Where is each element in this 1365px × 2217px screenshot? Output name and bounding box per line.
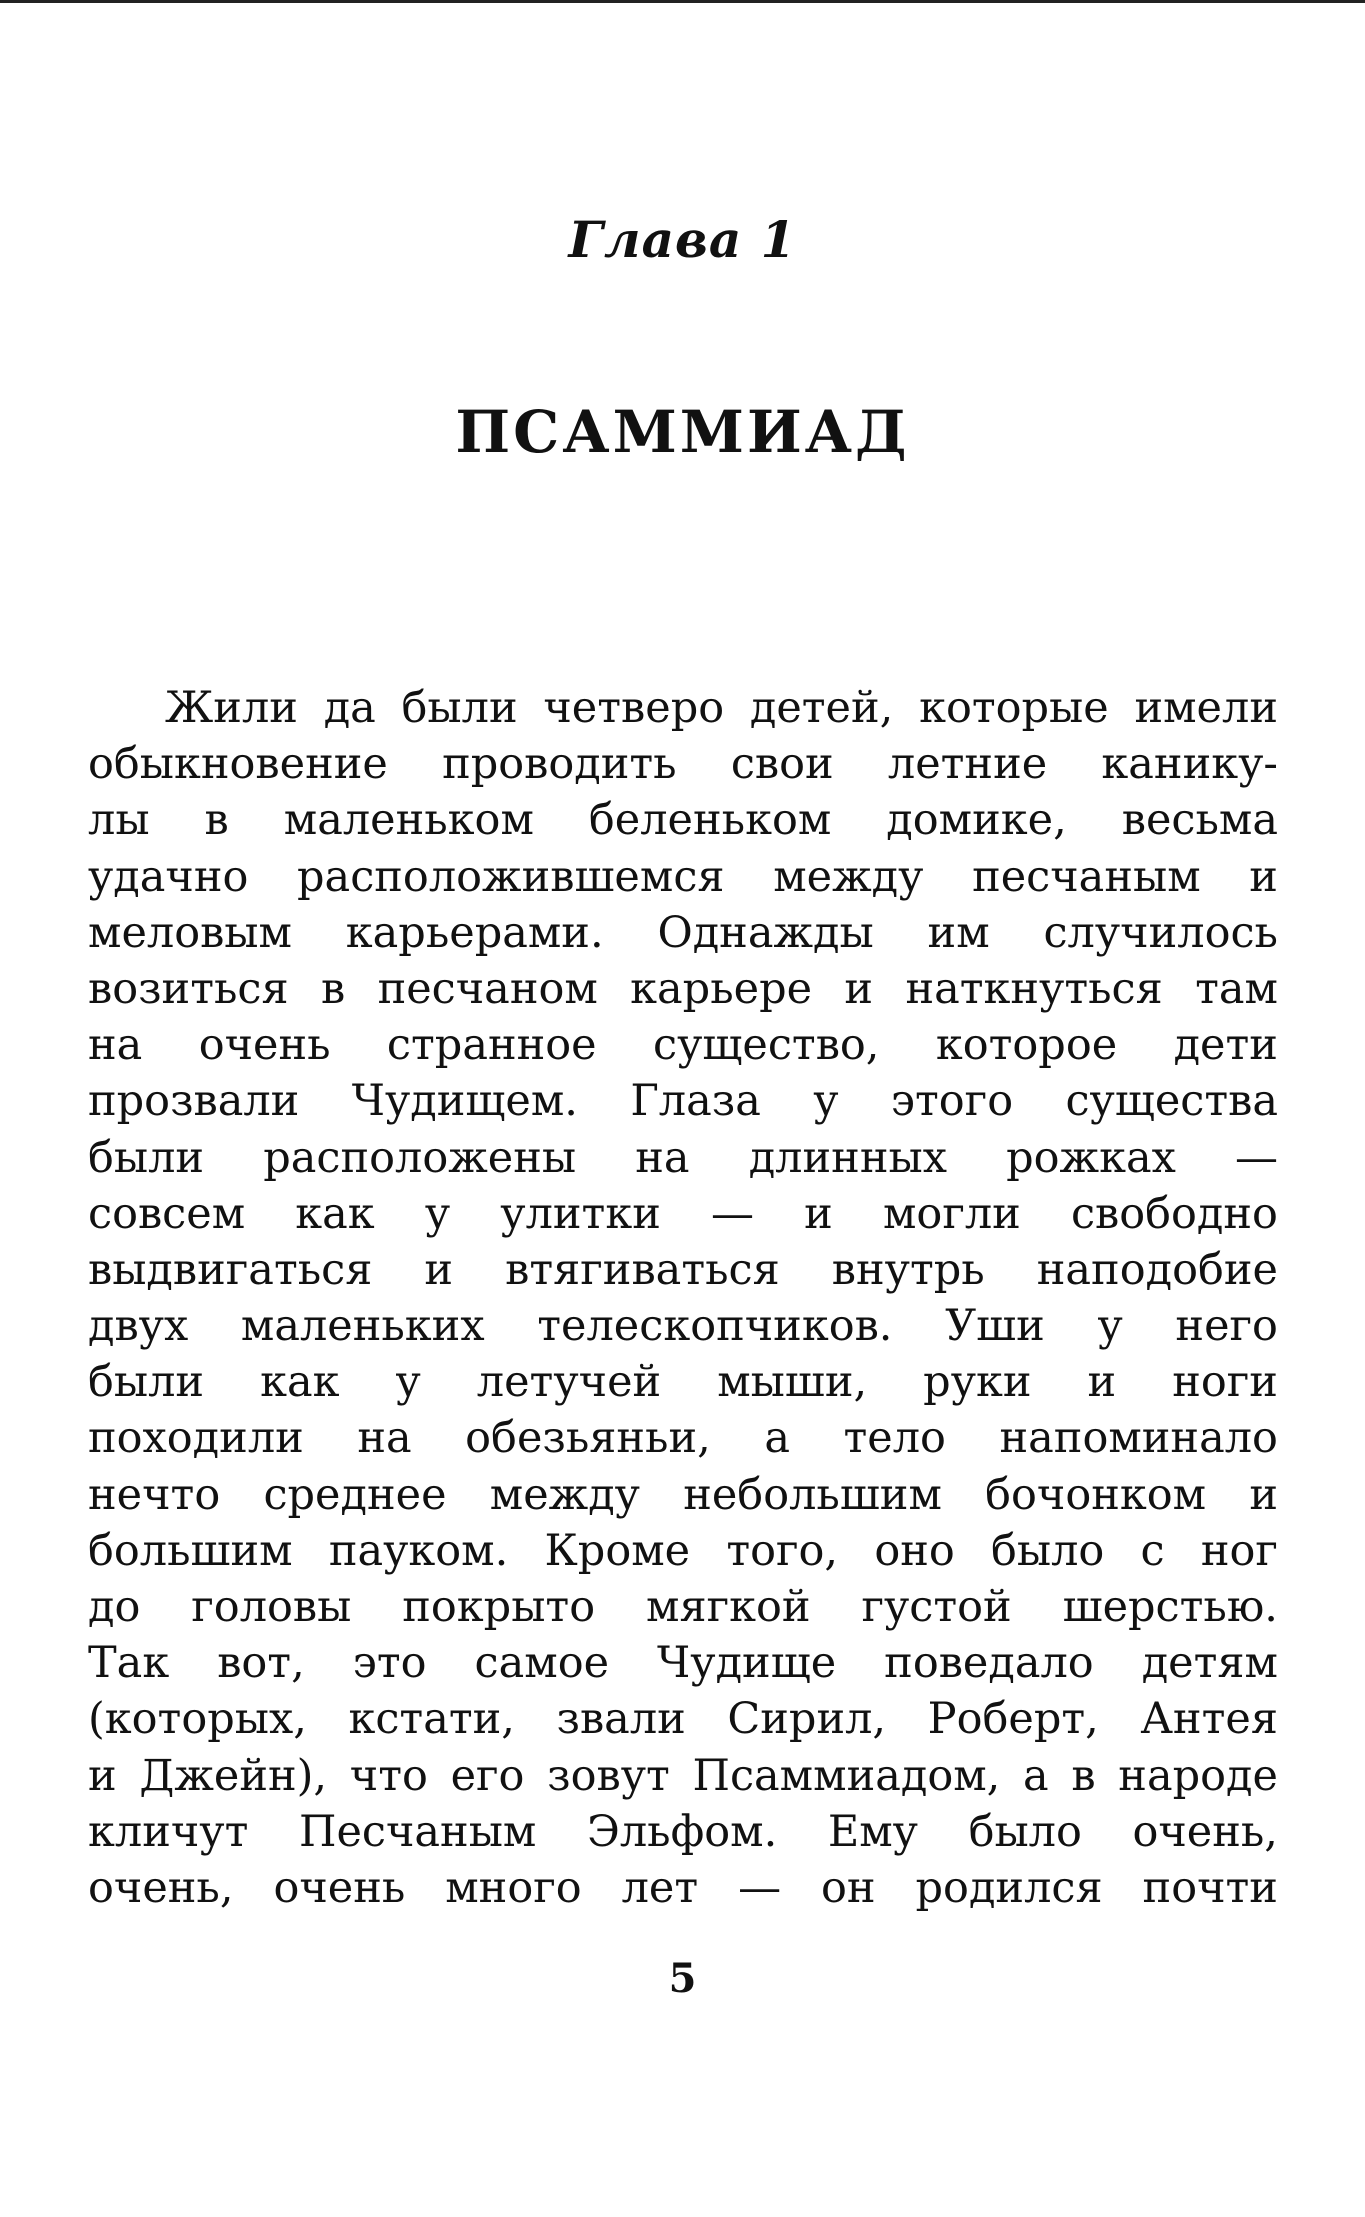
text-line xyxy=(88,1860,1278,1916)
text-line xyxy=(88,961,1278,1017)
word: ног xyxy=(1200,1525,1278,1576)
word: которые xyxy=(919,683,1109,733)
word: между xyxy=(489,1469,640,1520)
page-number: 5 xyxy=(668,1955,697,2002)
word: улитки xyxy=(500,1188,661,1239)
word: двух xyxy=(88,1301,189,1352)
word: как xyxy=(295,1188,375,1239)
word: маленьких xyxy=(240,1301,485,1352)
word: им xyxy=(927,907,990,958)
word: Так xyxy=(88,1638,170,1689)
word: у xyxy=(395,1357,421,1408)
body-text xyxy=(88,680,1278,1916)
word: вот, xyxy=(217,1638,305,1689)
word: а xyxy=(764,1413,790,1464)
word: что xyxy=(349,1750,428,1801)
word: карьерами. xyxy=(345,907,604,958)
word: у xyxy=(424,1188,451,1239)
word: шерстью. xyxy=(1062,1582,1278,1632)
word: существо, xyxy=(653,1020,880,1071)
text-line xyxy=(88,1130,1278,1186)
word: странное xyxy=(386,1020,597,1071)
word: почти xyxy=(1142,1862,1278,1913)
text-line xyxy=(88,1017,1278,1073)
text-line xyxy=(88,1635,1278,1691)
word: Роберт, xyxy=(927,1694,1099,1745)
word: с xyxy=(1140,1525,1165,1576)
chapter-label: Глава 1 xyxy=(568,210,797,269)
word: могли xyxy=(882,1188,1021,1239)
word: у xyxy=(1097,1301,1123,1352)
text-line xyxy=(88,1354,1278,1410)
word: среднее xyxy=(263,1469,447,1520)
page-top-border xyxy=(0,0,1365,3)
word: густой xyxy=(861,1582,1012,1632)
word: свободно xyxy=(1070,1188,1278,1239)
word: его xyxy=(450,1750,525,1801)
word: прозвали xyxy=(88,1076,300,1127)
word: пауком. xyxy=(328,1525,509,1576)
word: кстати, xyxy=(348,1694,515,1745)
word: на xyxy=(635,1132,690,1183)
word: Песчаным xyxy=(298,1806,537,1857)
word: Жили xyxy=(165,683,298,733)
text-line xyxy=(88,792,1278,848)
word: расположившемся xyxy=(297,851,725,902)
word: совсем xyxy=(88,1188,246,1239)
word: телескопчиков. xyxy=(537,1301,893,1352)
text-line xyxy=(88,1073,1278,1129)
word: было xyxy=(990,1525,1105,1576)
text-line xyxy=(88,1804,1278,1860)
word: детям xyxy=(1141,1638,1278,1689)
word: Чудищем. xyxy=(351,1076,578,1127)
text-line xyxy=(88,736,1278,792)
text-line xyxy=(88,1186,1278,1242)
word: походили xyxy=(88,1413,304,1464)
word: длинных xyxy=(748,1132,947,1183)
word: рожках xyxy=(1006,1132,1176,1183)
word: летучей xyxy=(476,1357,662,1408)
word: расположены xyxy=(263,1132,577,1183)
word: — xyxy=(711,1188,755,1239)
word: выдвигаться xyxy=(88,1244,373,1295)
word: и xyxy=(88,1750,117,1801)
word: поведало xyxy=(884,1638,1094,1689)
word: головы xyxy=(191,1582,352,1632)
word: там xyxy=(1195,963,1278,1014)
word: оно xyxy=(874,1525,955,1576)
word: маленьком xyxy=(283,795,534,846)
word: четверо xyxy=(543,683,725,733)
word: зовут xyxy=(547,1750,670,1801)
word: и xyxy=(1087,1357,1117,1408)
word: тело xyxy=(843,1413,946,1464)
word: до xyxy=(88,1582,141,1632)
word: песчаном xyxy=(377,963,598,1014)
word: канику- xyxy=(1101,739,1278,790)
word: были xyxy=(401,683,518,733)
word: народе xyxy=(1118,1750,1278,1801)
word: того, xyxy=(726,1525,839,1576)
word: обезьяньи, xyxy=(465,1413,711,1464)
text-line xyxy=(88,1523,1278,1579)
word: и xyxy=(1249,1469,1278,1520)
word: бочонком xyxy=(985,1469,1207,1520)
word: и xyxy=(804,1188,833,1239)
word: очень, xyxy=(1132,1806,1278,1857)
word: детей, xyxy=(749,683,894,733)
word: него xyxy=(1175,1301,1278,1352)
chapter-title: ПСАММИАД xyxy=(455,398,910,466)
text-line xyxy=(88,1467,1278,1523)
word: в xyxy=(320,963,346,1014)
word: существа xyxy=(1065,1076,1278,1127)
word: песчаным xyxy=(972,851,1201,902)
word: звали xyxy=(556,1694,686,1745)
word: случилось xyxy=(1043,907,1278,958)
word: Ему xyxy=(827,1806,918,1857)
word: и xyxy=(844,963,874,1014)
word: меловым xyxy=(88,907,292,958)
word: беленьком xyxy=(588,795,832,846)
word: (которых, xyxy=(88,1694,307,1745)
word: он xyxy=(821,1862,876,1913)
word: как xyxy=(260,1357,340,1408)
word: летние xyxy=(887,739,1048,790)
word: очень xyxy=(273,1862,406,1913)
word: нечто xyxy=(88,1469,221,1520)
word: были xyxy=(88,1357,205,1408)
text-line xyxy=(88,1410,1278,1466)
word: возиться xyxy=(88,963,289,1014)
word: напоминало xyxy=(999,1413,1278,1464)
word: Глаза xyxy=(630,1076,761,1127)
word: Кроме xyxy=(544,1525,691,1576)
word: самое xyxy=(474,1638,610,1689)
word: которое xyxy=(935,1020,1118,1071)
word: и xyxy=(424,1244,454,1295)
word: это xyxy=(352,1638,427,1689)
word: у xyxy=(813,1076,839,1127)
word: внутрь xyxy=(831,1244,985,1295)
word: карьере xyxy=(630,963,813,1014)
word: удачно xyxy=(88,851,249,902)
word: Сирил, xyxy=(727,1694,887,1745)
word: обыкновение xyxy=(88,739,388,790)
word: много xyxy=(445,1862,582,1913)
word: Чудище xyxy=(657,1638,837,1689)
word: и xyxy=(1249,851,1278,902)
word: родился xyxy=(915,1862,1103,1913)
word: большим xyxy=(88,1525,293,1576)
word: покрыто xyxy=(402,1582,596,1632)
word: Антея xyxy=(1140,1694,1278,1745)
word: этого xyxy=(890,1076,1014,1127)
word: на xyxy=(88,1020,143,1071)
word: руки xyxy=(923,1357,1032,1408)
word: мыши, xyxy=(717,1357,868,1408)
word: — xyxy=(1234,1132,1278,1183)
text-line xyxy=(88,1691,1278,1747)
word: весьма xyxy=(1121,795,1278,846)
word: — xyxy=(738,1862,782,1913)
word: лы xyxy=(88,795,150,846)
word: в xyxy=(204,795,229,846)
word: Псаммиадом, xyxy=(692,1750,1001,1801)
word: имели xyxy=(1134,683,1278,733)
text-line xyxy=(88,1242,1278,1298)
word: втягиваться xyxy=(505,1244,780,1295)
text-line xyxy=(88,905,1278,961)
text-line xyxy=(88,1748,1278,1804)
word: лет xyxy=(621,1862,699,1913)
word: наподобие xyxy=(1036,1244,1278,1295)
word: домике, xyxy=(886,795,1067,846)
word: наткнуться xyxy=(905,963,1163,1014)
word: Джейн), xyxy=(139,1750,328,1801)
word: Эльфом. xyxy=(586,1806,778,1857)
word: очень, xyxy=(88,1862,234,1913)
word: очень xyxy=(198,1020,331,1071)
text-line xyxy=(88,1298,1278,1354)
word: Уши xyxy=(945,1301,1045,1352)
word: да xyxy=(323,683,376,733)
word: было xyxy=(968,1806,1082,1857)
word: между xyxy=(773,851,924,902)
word: мягкой xyxy=(646,1582,811,1632)
word: а xyxy=(1023,1750,1049,1801)
word: были xyxy=(88,1132,205,1183)
word: проводить xyxy=(442,739,677,790)
word: дети xyxy=(1173,1020,1278,1071)
text-line xyxy=(88,680,1278,736)
word: небольшим xyxy=(683,1469,942,1520)
word: ноги xyxy=(1172,1357,1278,1408)
word: кличут xyxy=(88,1806,249,1857)
word: на xyxy=(357,1413,412,1464)
word: Однажды xyxy=(657,907,874,958)
text-line xyxy=(88,1579,1278,1635)
text-line xyxy=(88,849,1278,905)
word: свои xyxy=(730,739,834,790)
word: в xyxy=(1071,1750,1096,1801)
